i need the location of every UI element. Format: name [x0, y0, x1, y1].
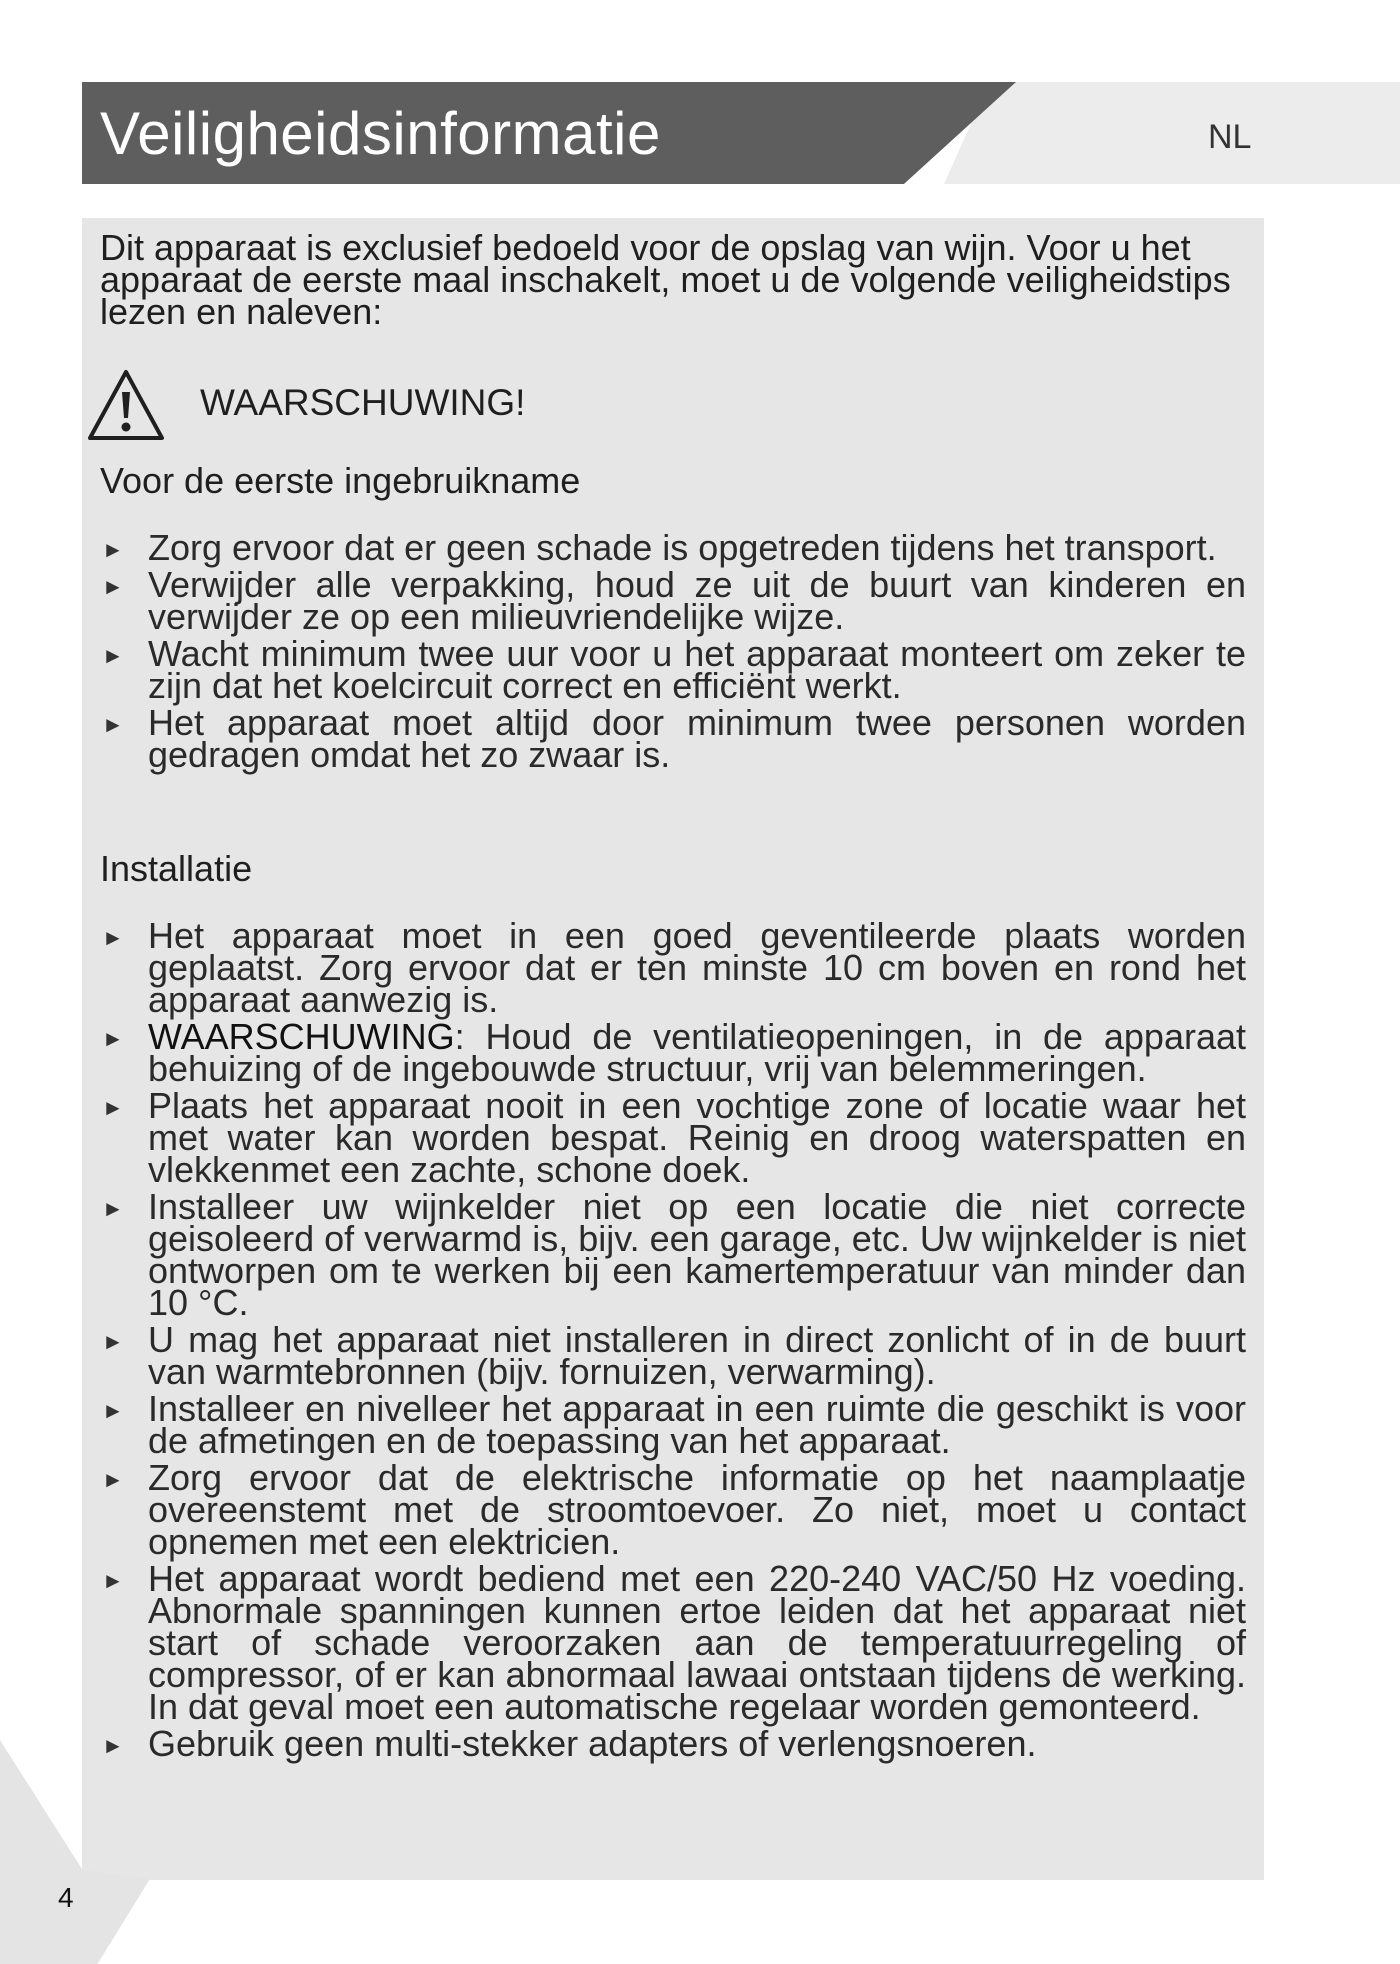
bullet-arrow-icon: ►	[102, 537, 124, 562]
page-number: 4	[58, 1882, 74, 1913]
section-title-first-use: Voor de eerste ingebruikname	[100, 460, 581, 501]
bullet-arrow-icon: ►	[102, 1733, 124, 1758]
bullet-arrow-icon: ►	[102, 712, 124, 737]
list-item	[100, 1388, 1246, 1461]
list-item	[100, 915, 1246, 1020]
section-title-installation: Installatie	[100, 848, 253, 889]
bullet-arrow-icon: ►	[102, 925, 124, 950]
first-use-list	[100, 527, 1246, 776]
bullet-arrow-icon: ►	[102, 1568, 124, 1593]
list-item-text: : Houd de ventilatieopeningen, in de apparaat behuizing of de ingebouwde structuur, vrij van belemmeringen.	[148, 1016, 1246, 1089]
list-item-emphasis: WAARSCHUWING	[148, 1016, 455, 1057]
list-item-text: Zorg ervoor dat de elektrische informatie op het naamplaatje overeenstemt met de stroomtoevoer. Zo niet, moet u contact opnemen met een elektricien.	[148, 1457, 1246, 1562]
list-item	[100, 1186, 1246, 1323]
list-item-text: Het apparaat moet altijd door minimum twee personen worden gedragen omdat het zo zwaar is.	[148, 702, 1246, 775]
list-item-text: Wacht minimum twee uur voor u het apparaat monteert om zeker te zijn dat het koelcircuit correct en efficiënt werkt.	[148, 633, 1246, 706]
bullet-arrow-icon: ►	[102, 643, 124, 668]
list-item	[100, 527, 1246, 568]
page-title: Veiligheidsinformatie	[100, 100, 661, 167]
list-item	[100, 633, 1246, 706]
list-item	[100, 564, 1246, 637]
warning-heading: WAARSCHUWING!	[200, 382, 526, 423]
list-item-text: U mag het apparaat niet installeren in direct zonlicht of in de buurt van warmtebronnen (bijv. fornuizen, verwarming).	[148, 1319, 1246, 1392]
list-item-text: Gebruik geen multi-stekker adapters of verlengsnoeren.	[148, 1723, 1037, 1764]
list-item	[100, 1085, 1246, 1190]
intro-text: Dit apparaat is exclusief bedoeld voor de opslag van wijn. Voor u het apparaat de eerste maal inschakelt, moet u de volgende veiligheidstips lezen en naleven:	[100, 227, 1231, 332]
list-item	[100, 1457, 1246, 1562]
list-item-text: Plaats het apparaat nooit in een vochtige zone of locatie waar het met water kan worden bespat. Reinig en droog waterspatten en vlekkenmet een zachte, schone doek.	[148, 1085, 1246, 1190]
bullet-arrow-icon: ►	[102, 1329, 124, 1354]
list-item-text: Het apparaat wordt bediend met een 220-240 VAC/50 Hz voeding. Abnormale spanningen kunnen ertoe leiden dat het apparaat niet start of schade veroorzaken aan de temperatuurregeling of compressor, of er kan abnormaal lawaai ontstaan tijdens de werking. In dat geval moet een automatische regelaar worden gemonteerd.	[148, 1558, 1246, 1727]
list-item	[100, 1558, 1246, 1727]
list-item	[100, 1016, 1246, 1089]
list-item-text: Installeer en nivelleer het apparaat in een ruimte die geschikt is voor de afmetingen en de toepassing van het apparaat.	[148, 1388, 1246, 1461]
bullet-arrow-icon: ►	[102, 1467, 124, 1492]
list-item-text: Het apparaat moet in een goed geventileerde plaats worden geplaatst. Zorg ervoor dat er ten minste 10 cm boven en rond het apparaat aanwezig is.	[148, 915, 1246, 1020]
bullet-arrow-icon: ►	[102, 1196, 124, 1221]
bullet-arrow-icon: ►	[102, 1026, 124, 1051]
language-label: NL	[1208, 118, 1252, 156]
bullet-arrow-icon: ►	[102, 574, 124, 599]
list-item-text: Verwijder alle verpakking, houd ze uit de buurt van kinderen en verwijder ze op een milieuvriendelijke wijze.	[148, 564, 1246, 637]
list-item-text: Installeer uw wijnkelder niet op een locatie die niet correcte geisoleerd of verwarmd is, bijv. een garage, etc. Uw wijnkelder is niet ontworpen om te werken bij een kamertemperatuur van minder dan 10 °C.	[148, 1186, 1246, 1323]
bullet-arrow-icon: ►	[102, 1398, 124, 1423]
installation-list	[100, 915, 1246, 1765]
language-tab-background	[944, 82, 1400, 184]
list-item-text: Zorg ervoor dat er geen schade is opgetreden tijdens het transport.	[148, 527, 1217, 568]
list-item	[100, 1723, 1246, 1764]
warning-triangle-icon	[86, 368, 166, 444]
list-item	[100, 702, 1246, 775]
list-item	[100, 1319, 1246, 1392]
bullet-arrow-icon: ►	[102, 1095, 124, 1120]
